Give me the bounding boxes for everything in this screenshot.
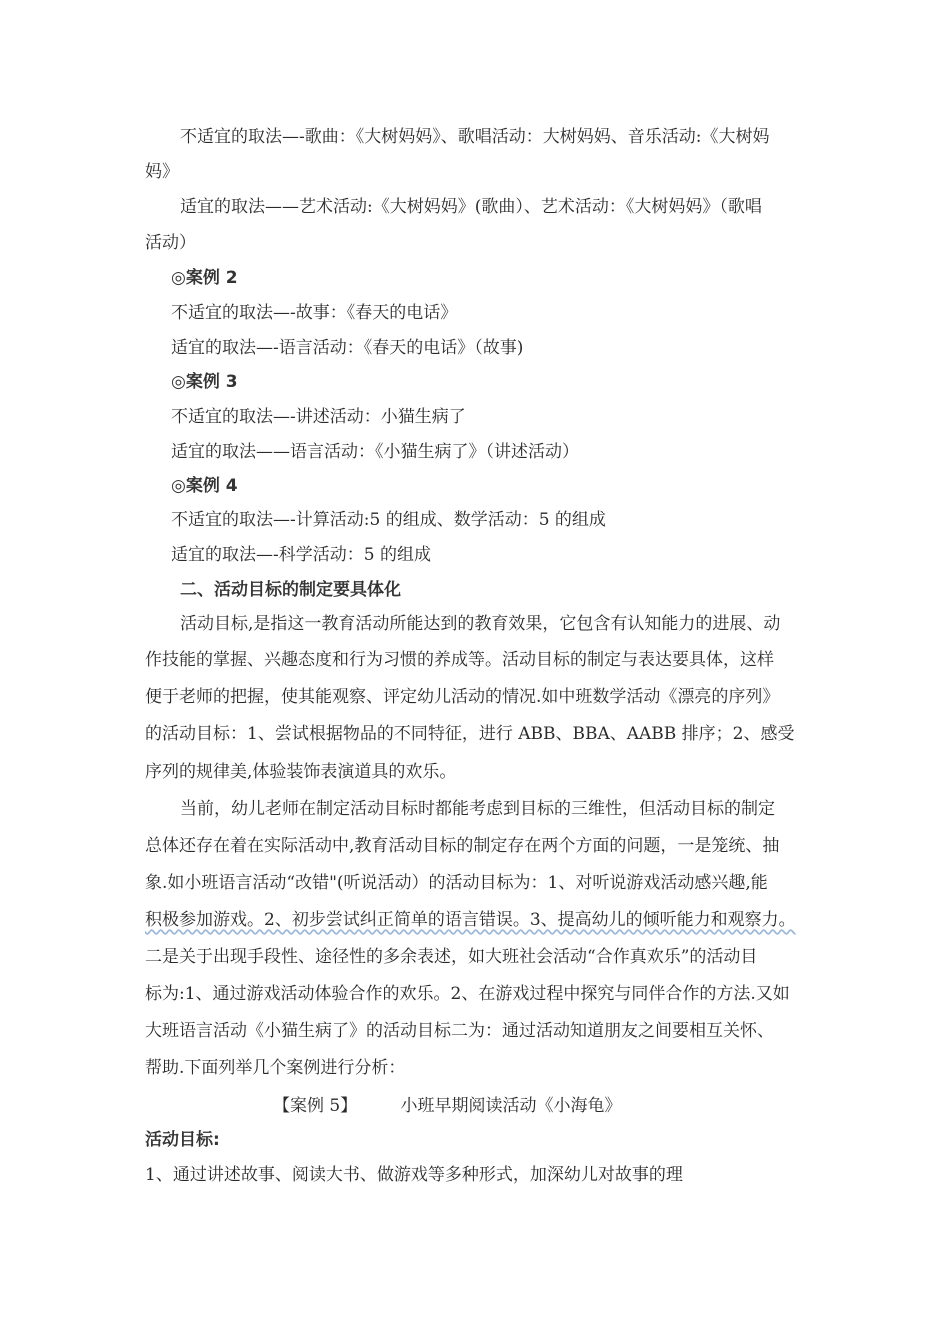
text-line: 的活动目标：1、尝试根据物品的不同特征，进行 ABB、BBA、AABB 排序；2、感受 <box>145 724 795 744</box>
text-line: 大班语言活动《小猫生病了》的活动目标二为：通过活动知道朋友之间要相互关怀、 <box>145 1021 774 1041</box>
text-line: 妈》 <box>145 162 179 182</box>
text-line: 当前，幼儿老师在制定活动目标时都能考虑到目标的三维性，但活动目标的制定 <box>180 799 775 819</box>
case-heading: ◎案例 4 <box>171 476 238 496</box>
text-line: 作技能的掌握、兴趣态度和行为习惯的养成等。活动目标的制定与表达要具体，这样 <box>145 650 774 670</box>
text-line: 便于老师的把握，使其能观察、评定幼儿活动的情况.如中班数学活动《漂亮的序列》 <box>145 687 780 707</box>
case-heading: ◎案例 2 <box>171 268 238 288</box>
text-line: 适宜的取法——艺术活动:《大树妈妈》(歌曲）、艺术活动：《大树妈妈》（歌唱 <box>180 197 762 217</box>
text-line: 适宜的取法—-语言活动：《春天的电话》（故事) <box>171 338 524 358</box>
text-line: 活动目标,是指这一教育活动所能达到的教育效果，它包含有认知能力的进展、动 <box>180 614 781 634</box>
text-line: 适宜的取法——语言活动：《小猫生病了》（讲述活动） <box>171 442 579 462</box>
text-line: 序列的规律美,体验装饰表演道具的欢乐。 <box>145 762 457 782</box>
case-heading: ◎案例 3 <box>171 372 238 392</box>
text-line: 积极参加游戏。2、初步尝试纠正简单的语言错误。3、提高幼儿的倾听能力和观察力。 <box>145 910 796 930</box>
text-line: 不适宜的取法—-歌曲：《大树妈妈》、歌唱活动：大树妈妈、音乐活动:《大树妈 <box>180 127 770 147</box>
subheading: 活动目标: <box>145 1130 220 1150</box>
text-line: 活动） <box>145 233 196 253</box>
section-heading: 二、活动目标的制定要具体化 <box>180 580 401 600</box>
text-line: 总体还存在着在实际活动中,教育活动目标的制定存在两个方面的问题，一是笼统、抽 <box>145 836 780 856</box>
text-line: 标为:1、通过游戏活动体验合作的欢乐。2、在游戏过程中探究与同伴合作的方法.又如 <box>145 984 790 1004</box>
case-title: 【案例 5】 小班早期阅读活动《小海龟》 <box>273 1096 622 1116</box>
text-line: 适宜的取法—-科学活动：5 的组成 <box>171 545 431 565</box>
text-line: 帮助.下面列举几个案例进行分析： <box>145 1058 406 1078</box>
text-line: 不适宜的取法—-讲述活动：小猫生病了 <box>171 407 466 427</box>
text-line: 二是关于出现手段性、途径性的多余表述，如大班社会活动“合作真欢乐”的活动目 <box>145 947 758 967</box>
text-line: 1、通过讲述故事、阅读大书、做游戏等多种形式，加深幼儿对故事的理 <box>145 1165 683 1185</box>
text-line: 不适宜的取法—-计算活动:5 的组成、数学活动：5 的组成 <box>171 510 606 530</box>
text-line: 不适宜的取法—-故事：《春天的电话》 <box>171 303 458 323</box>
text-line: 象.如小班语言活动“改错"(听说活动）的活动目标为：1、对听说游戏活动感兴趣,能 <box>145 873 768 893</box>
